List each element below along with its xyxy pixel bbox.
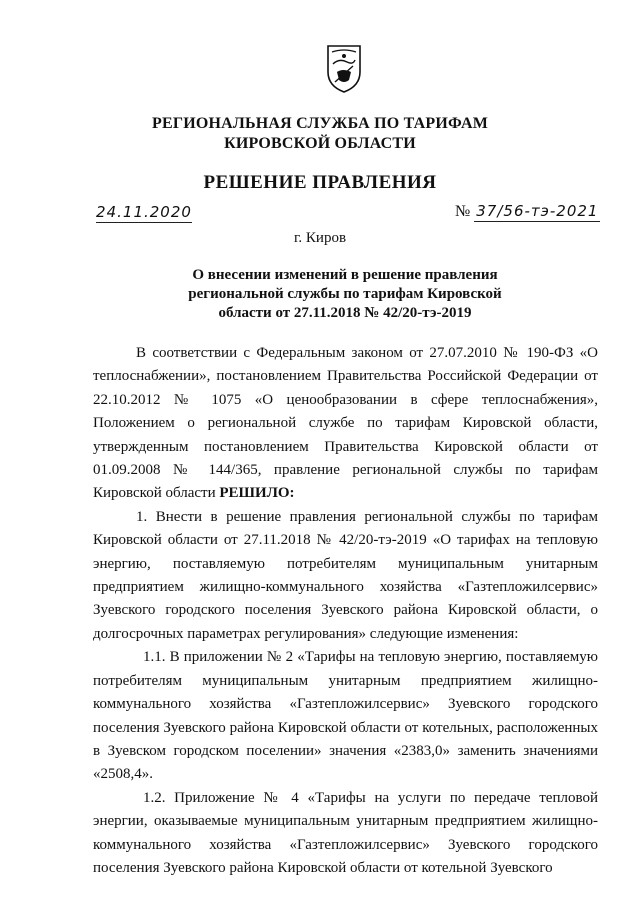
subject-line-2: региональной службы по тарифам Кировской xyxy=(188,286,502,302)
subject-line-3: области от 27.11.2018 № 42/20-тэ-2019 xyxy=(218,305,472,321)
document-date: 24.11.2020 xyxy=(96,203,192,221)
item-1-1: 1.1. В приложении № 2 «Тарифы на тепловую энергию, поставляемую потребителям муниципальным унитарным предприятием жилищно-коммунального хозяйства «Газтепложилсервис» Зуевского городского поселения Зуевского района Кировской области от котельных, расположенных в Зуевском городском поселении» значения «2383,0» заменить значениями «2508,4». xyxy=(93,649,598,783)
city: г. Киров xyxy=(293,230,347,246)
number-sign: № xyxy=(455,203,471,220)
document-number-field xyxy=(455,202,600,222)
coat-of-arms-icon xyxy=(323,42,365,94)
document-body xyxy=(93,342,598,880)
intro-text: В соответствии с Федеральным законом от 27.07.2010 № 190-ФЗ «О теплоснабжении», постановлением Правительства Российской Федерации от 22.10.2012 № 1075 «О ценообразовании в сфере теплоснабжения», Положением о региональной службе по тарифам Кировской области, утвержденным постановлением Правительства Кировской области от 01.09.2008 № 144/365, правление региональной службы по тарифам Кировской области xyxy=(93,345,598,502)
organization-name xyxy=(0,114,640,154)
organization-line-1: РЕГИОНАЛЬНАЯ СЛУЖБА ПО ТАРИФАМ xyxy=(151,115,489,132)
decided-word: РЕШИЛО: xyxy=(219,485,295,502)
item-1-2: 1.2. Приложение № 4 «Тарифы на услуги по передаче тепловой энергии, оказываемые муниципальным унитарным предприятием жилищно-коммунального хозяйства «Газтепложилсервис» Зуевского городского поселения Зуевского района Кировской области от котельной Зуевского xyxy=(93,789,598,876)
intro-paragraph xyxy=(93,342,598,506)
item-1: 1. Внести в решение правления региональной службы по тарифам Кировской области от 27.11.2018 № 42/20-тэ-2019 «О тарифах на тепловую энергию, поставляемую потребителям муниципальным унитарным предприятием жилищно-коммунального хозяйства «Газтепложилсервис» Зуевского городского поселения Зуевского района Кировской области, о долгосрочных параметрах регулирования» следующие изменения: xyxy=(93,508,598,642)
document-number: 37/56-тэ-2021 xyxy=(476,202,599,220)
document-subject xyxy=(150,266,540,323)
organization-line-2: КИРОВСКОЙ ОБЛАСТИ xyxy=(224,135,416,152)
subject-line-1: О внесении изменений в решение правления xyxy=(192,267,498,283)
document-type: РЕШЕНИЕ ПРАВЛЕНИЯ xyxy=(203,172,437,193)
